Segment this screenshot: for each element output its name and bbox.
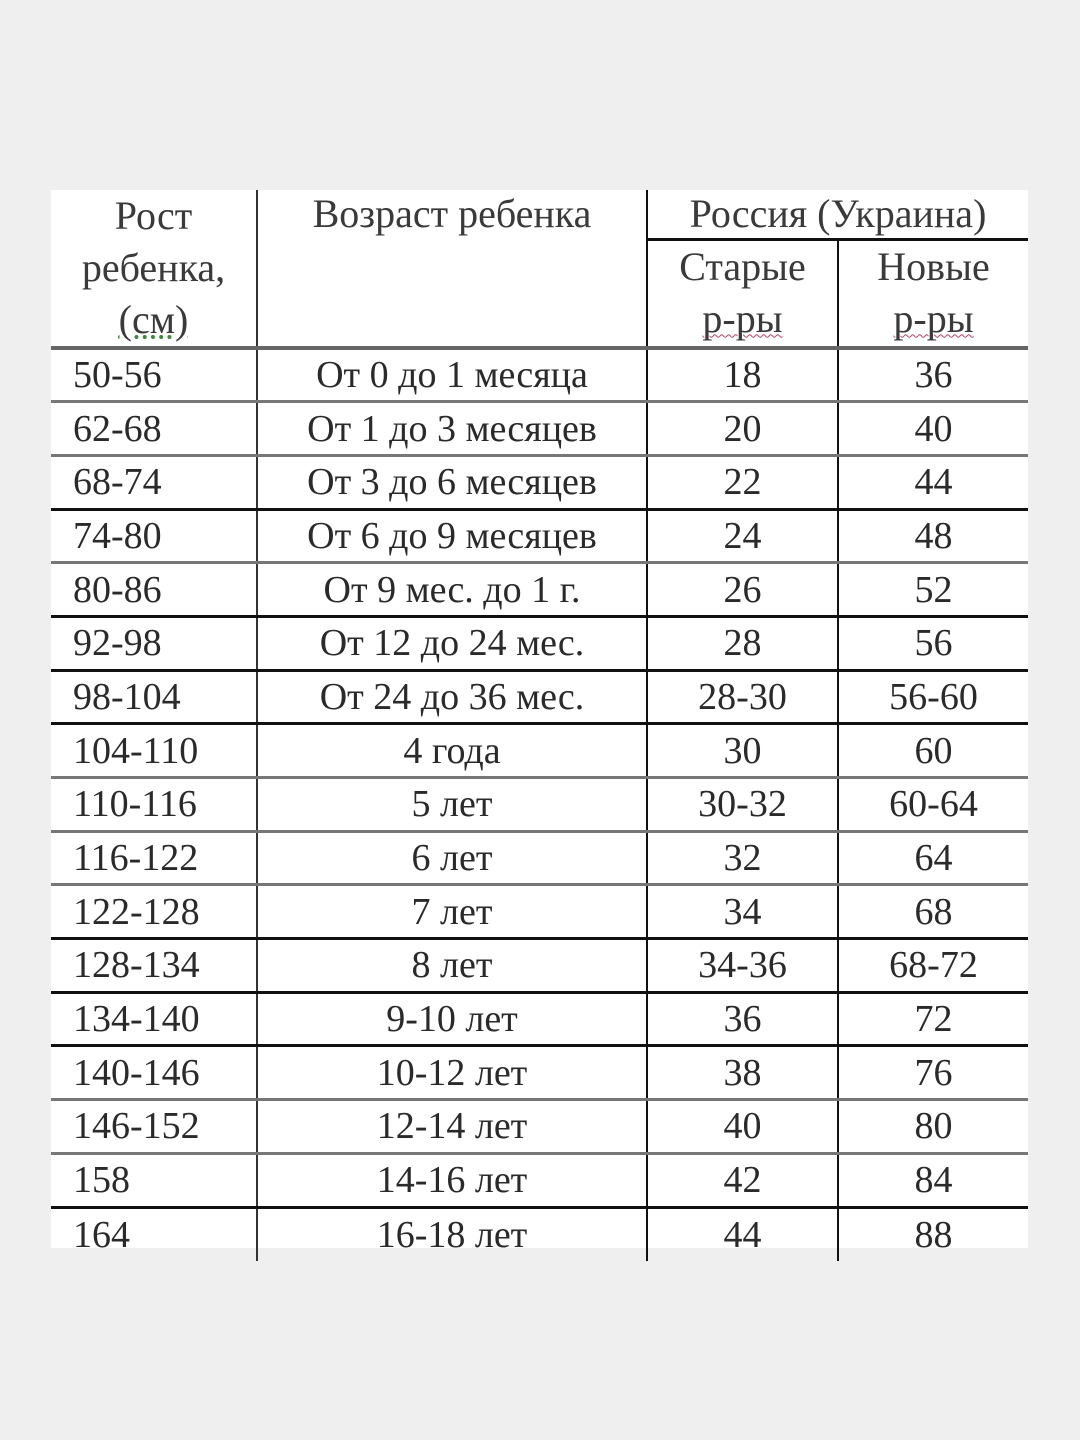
header-height-line2: ребенка, <box>81 245 226 290</box>
height-cell: 74-80 <box>51 509 257 563</box>
height-cell: 68-74 <box>51 455 257 509</box>
age-cell: 5 лет <box>257 778 647 832</box>
header-height <box>51 190 257 348</box>
age-cell: 16-18 лет <box>257 1207 647 1261</box>
table-row <box>51 831 1028 885</box>
table-row <box>51 1100 1028 1154</box>
table-row <box>51 563 1028 617</box>
height-cell: 134-140 <box>51 992 257 1046</box>
height-cell: 80-86 <box>51 563 257 617</box>
age-cell: 6 лет <box>257 831 647 885</box>
age-cell: 7 лет <box>257 885 647 939</box>
header-height-line1: Рост <box>114 193 193 238</box>
age-cell: 4 года <box>257 724 647 778</box>
old-size-cell: 30 <box>647 724 838 778</box>
height-cell: 50-56 <box>51 348 257 402</box>
header-new-sizes <box>838 240 1028 348</box>
new-size-cell: 44 <box>838 455 1028 509</box>
table-row <box>51 939 1028 993</box>
table-row <box>51 1207 1028 1261</box>
new-size-cell: 48 <box>838 509 1028 563</box>
age-cell: От 12 до 24 мес. <box>257 616 647 670</box>
height-cell: 146-152 <box>51 1100 257 1154</box>
header-old-sizes <box>647 240 838 348</box>
height-cell: 104-110 <box>51 724 257 778</box>
old-size-cell: 30-32 <box>647 778 838 832</box>
age-cell: От 0 до 1 месяца <box>257 348 647 402</box>
height-cell: 110-116 <box>51 778 257 832</box>
new-size-cell: 64 <box>838 831 1028 885</box>
height-cell: 140-146 <box>51 1046 257 1100</box>
new-size-cell: 60-64 <box>838 778 1028 832</box>
height-cell: 116-122 <box>51 831 257 885</box>
old-size-cell: 36 <box>647 992 838 1046</box>
old-size-cell: 34 <box>647 885 838 939</box>
size-chart <box>51 190 1028 1256</box>
old-size-cell: 18 <box>647 348 838 402</box>
height-cell: 164 <box>51 1207 257 1261</box>
table-row <box>51 778 1028 832</box>
height-cell: 158 <box>51 1153 257 1207</box>
age-cell: 10-12 лет <box>257 1046 647 1100</box>
new-size-cell: 60 <box>838 724 1028 778</box>
new-size-cell: 40 <box>838 402 1028 456</box>
old-size-cell: 32 <box>647 831 838 885</box>
old-size-cell: 28 <box>647 616 838 670</box>
old-size-cell: 20 <box>647 402 838 456</box>
header-old-line2: р-ры <box>702 296 783 342</box>
table-row <box>51 509 1028 563</box>
age-cell: 12-14 лет <box>257 1100 647 1154</box>
table-row <box>51 670 1028 724</box>
new-size-cell: 84 <box>838 1153 1028 1207</box>
age-cell: 9-10 лет <box>257 992 647 1046</box>
age-cell: От 1 до 3 месяцев <box>257 402 647 456</box>
age-cell: 14-16 лет <box>257 1153 647 1207</box>
height-cell: 62-68 <box>51 402 257 456</box>
new-size-cell: 80 <box>838 1100 1028 1154</box>
new-size-cell: 36 <box>838 348 1028 402</box>
height-cell: 128-134 <box>51 939 257 993</box>
table-row <box>51 1046 1028 1100</box>
old-size-cell: 22 <box>647 455 838 509</box>
old-size-cell: 34-36 <box>647 939 838 993</box>
height-cell: 122-128 <box>51 885 257 939</box>
new-size-cell: 52 <box>838 563 1028 617</box>
old-size-cell: 44 <box>647 1207 838 1261</box>
old-size-cell: 38 <box>647 1046 838 1100</box>
age-cell: От 6 до 9 месяцев <box>257 509 647 563</box>
height-cell: 92-98 <box>51 616 257 670</box>
header-age: Возраст ребенка <box>257 190 647 348</box>
new-size-cell: 76 <box>838 1046 1028 1100</box>
new-size-cell: 56-60 <box>838 670 1028 724</box>
table-row <box>51 455 1028 509</box>
new-size-cell: 88 <box>838 1207 1028 1261</box>
table-row <box>51 992 1028 1046</box>
header-new-line2: р-ры <box>893 296 974 342</box>
old-size-cell: 24 <box>647 509 838 563</box>
old-size-cell: 26 <box>647 563 838 617</box>
header-country-group: Россия (Украина) <box>647 190 1028 240</box>
age-cell: От 24 до 36 мес. <box>257 670 647 724</box>
age-cell: От 9 мес. до 1 г. <box>257 563 647 617</box>
height-cell: 98-104 <box>51 670 257 724</box>
age-cell: 8 лет <box>257 939 647 993</box>
old-size-cell: 40 <box>647 1100 838 1154</box>
size-table <box>51 190 1028 1261</box>
new-size-cell: 68 <box>838 885 1028 939</box>
header-old-line1: Старые <box>679 244 806 290</box>
new-size-cell: 72 <box>838 992 1028 1046</box>
table-row <box>51 885 1028 939</box>
table-row <box>51 616 1028 670</box>
new-size-cell: 68-72 <box>838 939 1028 993</box>
table-row <box>51 724 1028 778</box>
old-size-cell: 28-30 <box>647 670 838 724</box>
header-height-line3: (см) <box>118 297 189 342</box>
age-cell: От 3 до 6 месяцев <box>257 455 647 509</box>
old-size-cell: 42 <box>647 1153 838 1207</box>
header-new-line1: Новые <box>877 244 990 290</box>
table-row <box>51 348 1028 402</box>
table-row <box>51 1153 1028 1207</box>
new-size-cell: 56 <box>838 616 1028 670</box>
table-row <box>51 402 1028 456</box>
